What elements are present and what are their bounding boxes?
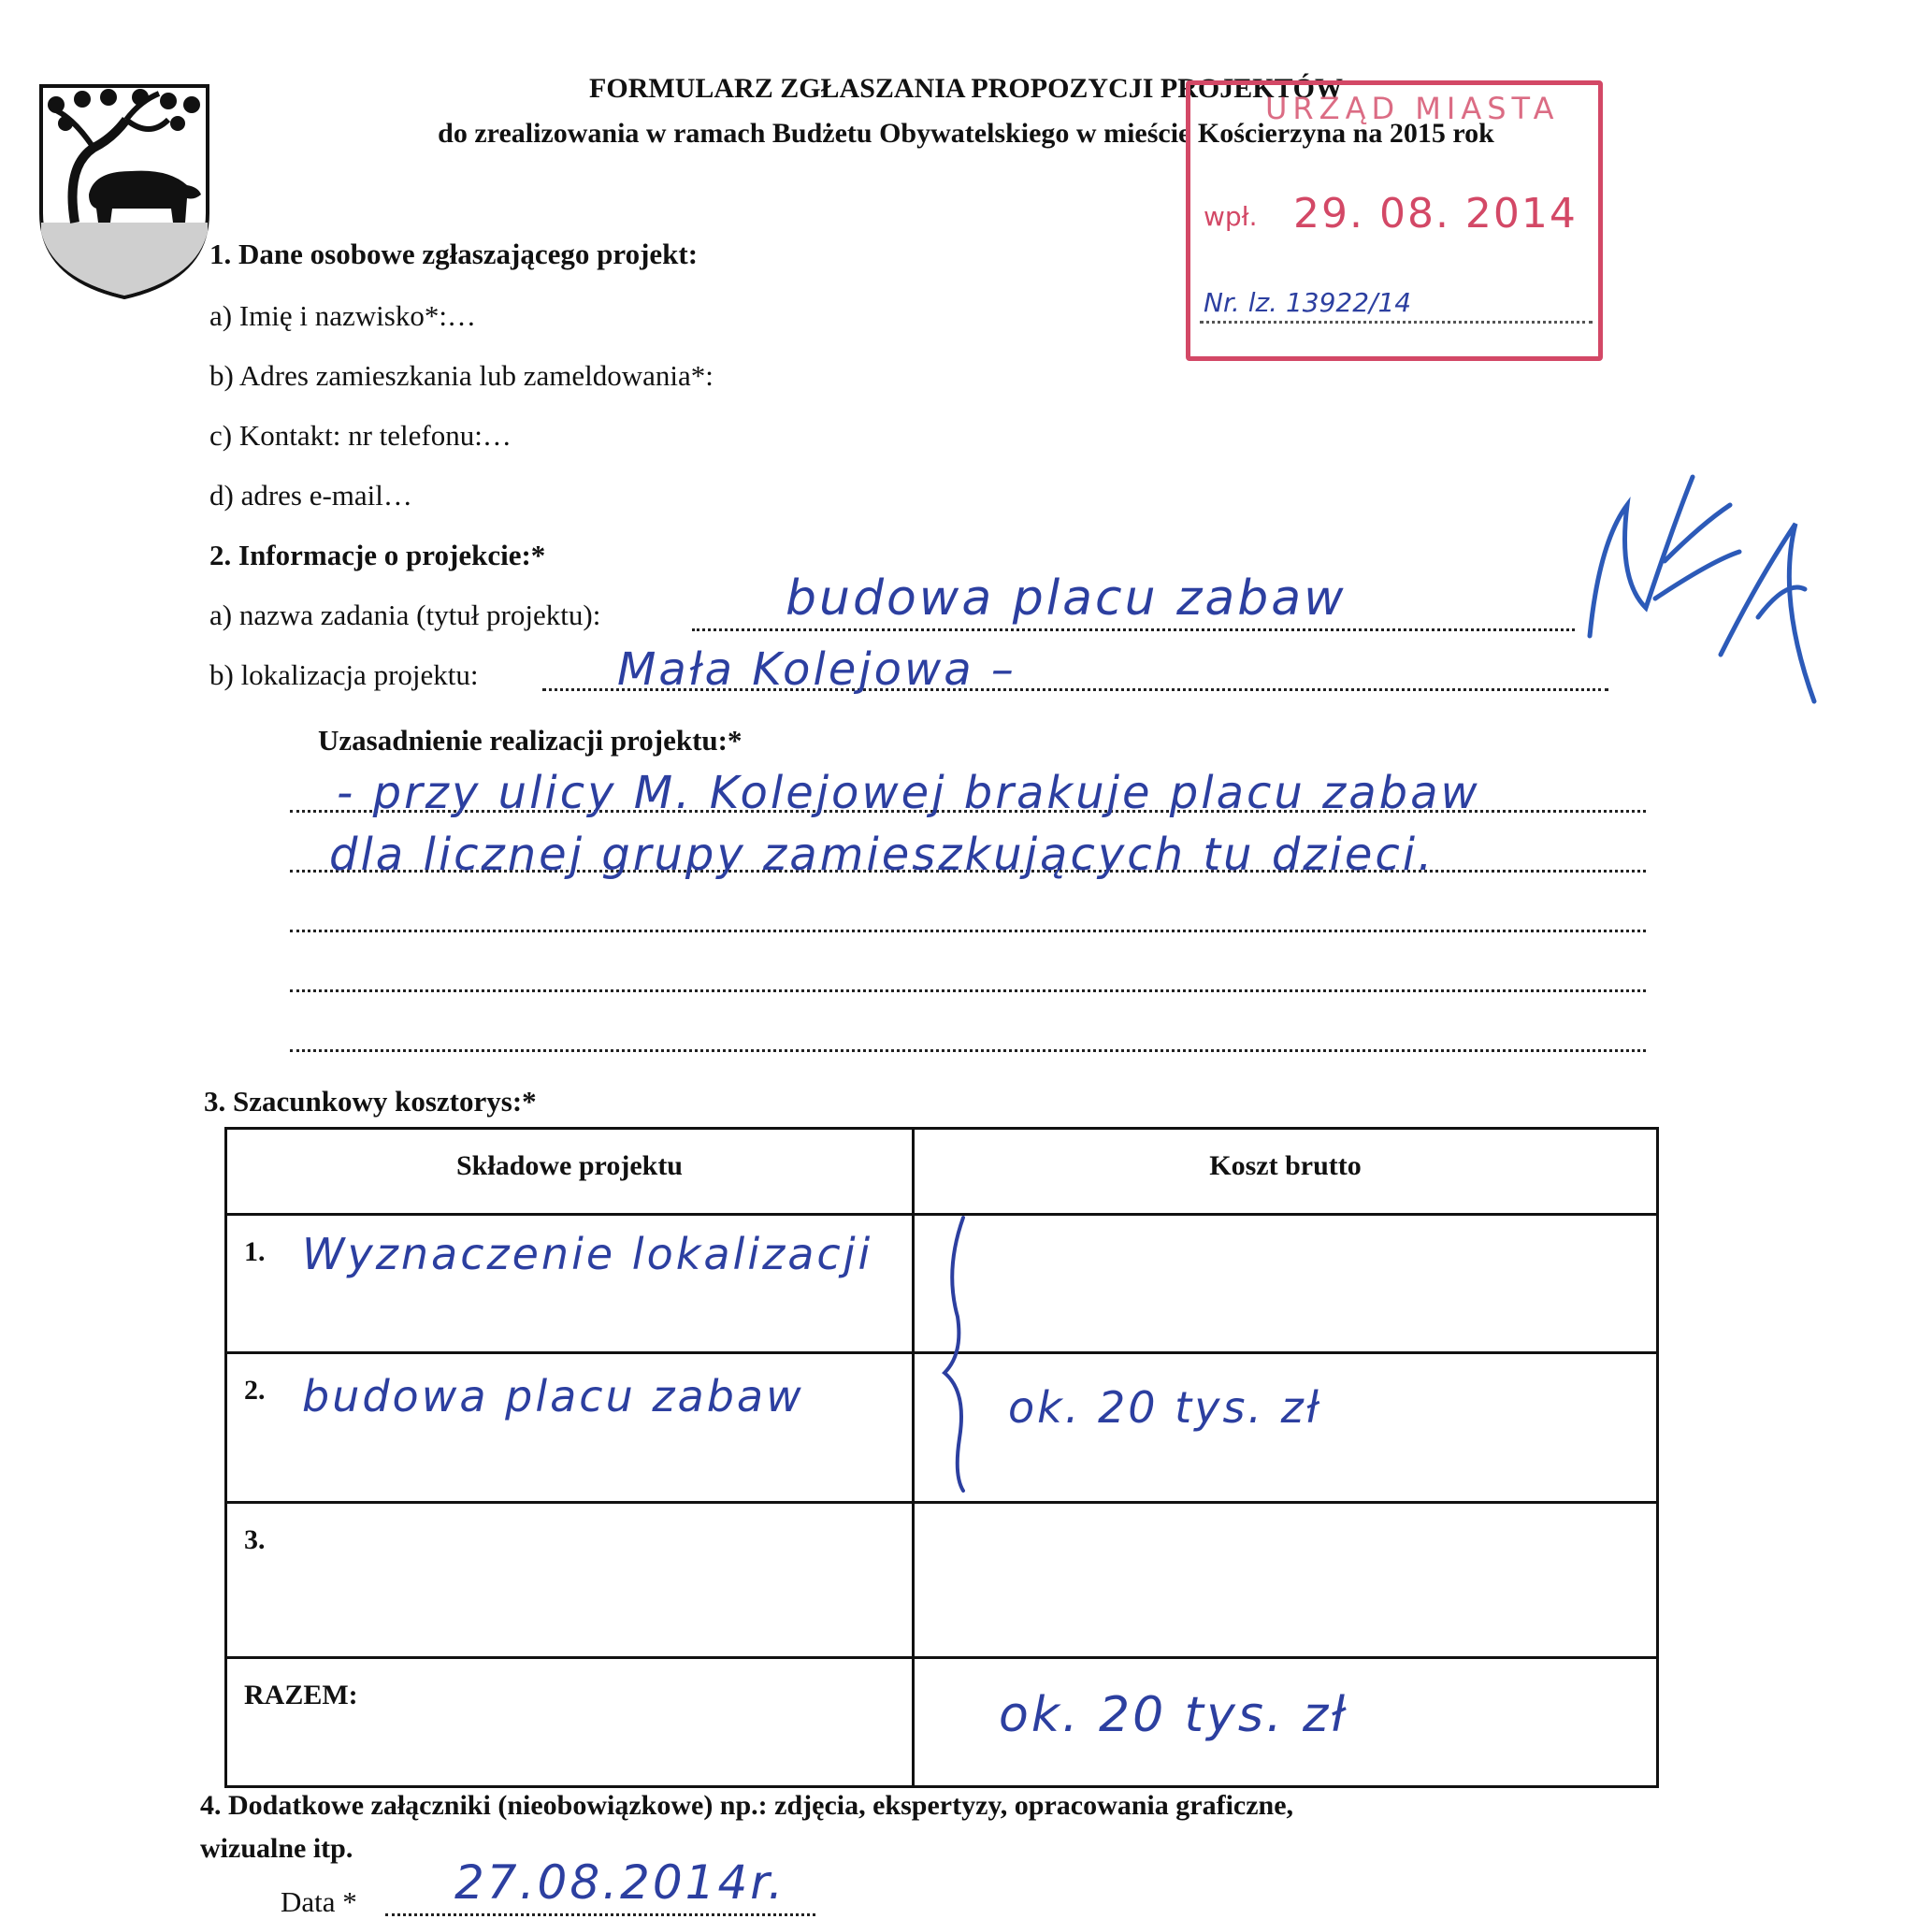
justification-line-1: - przy ulicy M. Kolejowej brakuje placu zabaw bbox=[337, 767, 1480, 819]
total-label: RAZEM: bbox=[226, 1658, 914, 1787]
stamp-office: URZĄD MIASTA bbox=[1265, 91, 1560, 126]
row-number: 1. bbox=[244, 1236, 266, 1267]
row-item: Wyznaczenie lokalizacji bbox=[302, 1229, 873, 1279]
combined-cost: ok. 20 tys. zł bbox=[1008, 1382, 1322, 1433]
cost-cell bbox=[914, 1353, 1658, 1503]
justification-heading: Uzasadnienie realizacji projektu:* bbox=[318, 724, 743, 757]
section1-heading: 1. Dane osobowe zgłaszającego projekt: bbox=[209, 238, 699, 270]
table-row bbox=[226, 1503, 1658, 1658]
row-item: budowa placu zabaw bbox=[302, 1371, 804, 1421]
row-number: 2. bbox=[244, 1375, 266, 1406]
coat-of-arms-icon bbox=[37, 82, 211, 301]
section2-heading: 2. Informacje o projekcie:* bbox=[209, 539, 546, 571]
registry-stamp bbox=[1186, 80, 1603, 361]
task-value: budowa placu zabaw bbox=[786, 570, 1347, 627]
col-cost-header: Koszt brutto bbox=[914, 1129, 1658, 1215]
address-label: b) Adres zamieszkania lub zameldowania*: bbox=[209, 359, 714, 392]
date-value: 27.08.2014r. bbox=[454, 1855, 786, 1910]
stamp-number: Nr. lz. 13922/14 bbox=[1204, 287, 1412, 318]
signature-icon bbox=[1571, 468, 1833, 711]
date-label: Data * bbox=[281, 1885, 357, 1918]
form-subtitle: do zrealizowania w ramach Budżetu Obywatelskiego w mieście Kościerzyna na 2015 rok bbox=[438, 118, 1494, 149]
phone-label: c) Kontakt: nr telefonu:… bbox=[209, 419, 512, 452]
name-label: a) Imię i nazwisko*:… bbox=[209, 299, 476, 332]
form-title: FORMULARZ ZGŁASZANIA PROPOZYCJI PROJEKTÓW bbox=[589, 73, 1343, 104]
section4-heading: 4. Dodatkowe załączniki (nieobowiązkowe) np.: zdjęcia, ekspertyzy, opracowania graficzne, bbox=[200, 1790, 1294, 1821]
location-value: Mała Kolejowa – bbox=[617, 643, 1016, 696]
col-components-header: Składowe projektu bbox=[226, 1129, 914, 1215]
cost-cell bbox=[914, 1503, 1658, 1658]
row-number: 3. bbox=[244, 1524, 266, 1555]
total-value: ok. 20 tys. zł bbox=[999, 1687, 1348, 1743]
justification-line-2: dla licznej grupy zamieszkujących tu dzieci. bbox=[329, 829, 1435, 881]
cost-cell bbox=[914, 1215, 1658, 1353]
stamp-date: 29. 08. 2014 bbox=[1293, 190, 1578, 238]
section4-heading-cont: wizualne itp. bbox=[200, 1833, 353, 1864]
total-row bbox=[226, 1658, 1658, 1787]
email-label: d) adres e-mail… bbox=[209, 479, 412, 512]
location-label: b) lokalizacja projektu: bbox=[209, 658, 479, 691]
task-label: a) nazwa zadania (tytuł projektu): bbox=[209, 599, 601, 631]
total-cost-cell bbox=[914, 1658, 1658, 1787]
section3-heading: 3. Szacunkowy kosztorys:* bbox=[204, 1085, 537, 1118]
stamp-date-prefix: wpł. bbox=[1204, 201, 1258, 232]
brace-icon bbox=[935, 1214, 982, 1494]
